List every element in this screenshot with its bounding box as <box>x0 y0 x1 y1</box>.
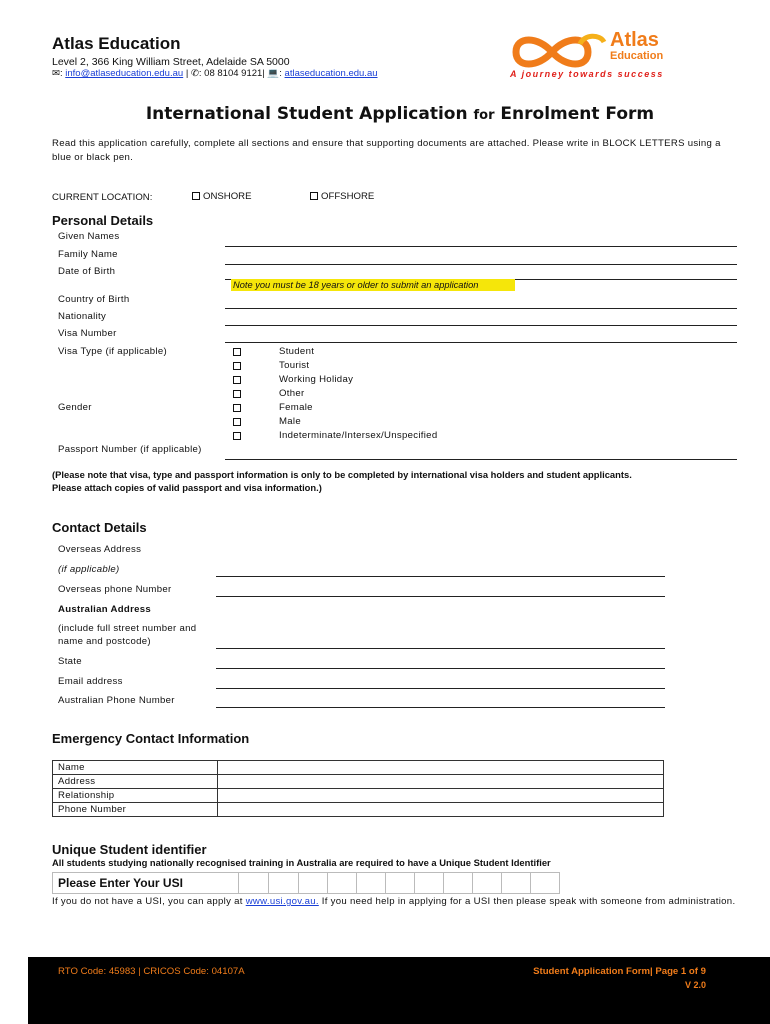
email-label: Email address <box>58 676 123 687</box>
computer-icon: 💻 <box>267 68 280 79</box>
nationality-field[interactable] <box>225 325 737 326</box>
visa-option-tourist: Tourist <box>279 360 310 371</box>
usi-help-part1: If you do not have a USI, you can apply at <box>52 896 246 907</box>
overseas-address-field[interactable] <box>216 576 665 577</box>
visa-number-field[interactable] <box>225 342 737 343</box>
usi-char-cell[interactable] <box>327 872 357 894</box>
state-label: State <box>58 656 82 667</box>
family-name-label: Family Name <box>58 249 118 260</box>
aus-address-label: Australian Address <box>58 604 152 615</box>
visa-other-checkbox[interactable] <box>233 390 241 398</box>
visa-info-note-line1: (Please note that visa, type and passport information is only to be completed by international visa holders and student applicants. <box>52 469 632 480</box>
form-title-part1: International Student Application <box>145 104 474 124</box>
given-names-field[interactable] <box>225 246 737 247</box>
emergency-phone-label: Phone Number <box>53 803 218 817</box>
usi-help-part2: If you need help in applying for a USI then please speak with someone from administration. <box>318 896 736 907</box>
country-birth-field[interactable] <box>225 308 737 309</box>
onshore-label: ONSHORE <box>203 191 252 202</box>
visa-tourist-checkbox[interactable] <box>233 362 241 370</box>
dob-label: Date of Birth <box>58 266 116 277</box>
footer-version: V 2.0 <box>684 980 706 990</box>
visa-info-note <box>52 468 742 494</box>
usi-char-cell[interactable] <box>385 872 415 894</box>
aus-phone-field[interactable] <box>216 707 665 708</box>
usi-char-cell[interactable] <box>356 872 386 894</box>
form-title-for: for <box>473 108 495 123</box>
aus-address-hint-2: name and postcode) <box>58 636 151 647</box>
logo-title: Atlas <box>610 29 659 51</box>
visa-option-student: Student <box>279 346 315 357</box>
aus-address-field[interactable] <box>216 648 665 649</box>
gender-male-checkbox[interactable] <box>233 418 241 426</box>
usi-box-label: Please Enter Your USI <box>58 876 183 890</box>
form-intro: Read this application carefully, complete all sections and ensure that supporting documents are attached. Please write in BLOCK LETTERS using a blue or black pen. <box>52 138 721 163</box>
emergency-name-field[interactable] <box>218 761 664 775</box>
form-title-part2: Enrolment Form <box>494 104 655 124</box>
usi-gov-link[interactable]: www.usi.gov.au. <box>245 896 319 907</box>
phone-icon: ✆ <box>190 68 199 79</box>
country-birth-label: Country of Birth <box>58 294 130 305</box>
personal-details-heading: Personal Details <box>52 213 154 228</box>
table-row <box>53 789 664 803</box>
org-contact-line: ✉: info@atlaseducation.edu.au | ✆: 08 8104 9121| 💻: atlaseducation.edu.au <box>52 68 378 79</box>
phone-number: : 08 8104 9121| <box>198 68 265 79</box>
visa-number-label: Visa Number <box>58 328 117 339</box>
aus-phone-label: Australian Phone Number <box>58 695 175 706</box>
emergency-phone-field[interactable] <box>218 803 664 817</box>
table-row <box>53 761 664 775</box>
usi-char-cell[interactable] <box>268 872 298 894</box>
gender-option-male: Male <box>279 416 301 427</box>
form-title <box>0 104 770 124</box>
overseas-phone-label: Overseas phone Number <box>58 584 172 595</box>
emergency-relationship-label: Relationship <box>53 789 218 803</box>
offshore-label: OFFSHORE <box>321 191 375 202</box>
usi-char-cell[interactable] <box>501 872 531 894</box>
gender-indeterminate-checkbox[interactable] <box>233 432 241 440</box>
usi-char-cell[interactable] <box>472 872 502 894</box>
phone-separator: | <box>185 68 189 79</box>
offshore-option[interactable] <box>310 191 374 202</box>
overseas-phone-field[interactable] <box>216 596 665 597</box>
overseas-address-hint: (if applicable) <box>58 564 120 575</box>
location-label: CURRENT LOCATION: <box>52 192 153 203</box>
emergency-heading: Emergency Contact Information <box>52 731 250 746</box>
passport-field[interactable] <box>225 459 737 460</box>
aus-address-hint-1: (include full street number and <box>58 623 197 634</box>
gender-option-indeterminate: Indeterminate/Intersex/Unspecified <box>279 430 438 441</box>
family-name-field[interactable] <box>225 264 737 265</box>
onshore-checkbox[interactable] <box>192 192 200 200</box>
usi-char-cell[interactable] <box>298 872 328 894</box>
given-names-label: Given Names <box>58 231 120 242</box>
age-note: Note you must be 18 years or older to submit an application <box>231 279 515 291</box>
emergency-relationship-field[interactable] <box>218 789 664 803</box>
usi-char-cell[interactable] <box>414 872 444 894</box>
visa-type-label: Visa Type (if applicable) <box>58 346 168 357</box>
overseas-address-label: Overseas Address <box>58 544 142 555</box>
visa-info-note-line2: Please attach copies of valid passport and visa information.) <box>52 482 322 493</box>
offshore-checkbox[interactable] <box>310 192 318 200</box>
usi-char-cell[interactable] <box>238 872 268 894</box>
emergency-contact-table <box>52 760 664 817</box>
footer-page-info: Student Application Form| Page 1 of 9 <box>533 966 706 977</box>
gender-female-checkbox[interactable] <box>233 404 241 412</box>
table-row <box>53 775 664 789</box>
emergency-address-field[interactable] <box>218 775 664 789</box>
usi-char-cell[interactable] <box>443 872 473 894</box>
nationality-label: Nationality <box>58 311 107 322</box>
email-link[interactable]: info@atlaseducation.edu.au <box>65 68 184 79</box>
usi-help-text <box>52 895 742 909</box>
gender-label: Gender <box>58 402 92 413</box>
contact-details-heading: Contact Details <box>52 520 147 535</box>
visa-option-other: Other <box>279 388 305 399</box>
visa-working-holiday-checkbox[interactable] <box>233 376 241 384</box>
state-field[interactable] <box>216 668 665 669</box>
passport-label: Passport Number (if applicable) <box>58 444 202 455</box>
usi-subheading: All students studying nationally recognised training in Australia are required to have a Unique Student Identifier <box>52 857 551 868</box>
logo-subtitle: Education <box>610 50 664 62</box>
emergency-name-label: Name <box>53 761 218 775</box>
footer-codes: RTO Code: 45983 | CRICOS Code: 04107A <box>58 966 245 977</box>
org-name: Atlas Education <box>52 34 181 53</box>
visa-student-checkbox[interactable] <box>233 348 241 356</box>
logo-tagline: A journey towards success <box>510 69 664 79</box>
email-field[interactable] <box>216 688 665 689</box>
onshore-option[interactable] <box>192 191 252 202</box>
gender-option-female: Female <box>279 402 313 413</box>
emergency-address-label: Address <box>53 775 218 789</box>
visa-option-working-holiday: Working Holiday <box>279 374 354 385</box>
mail-icon: ✉ <box>52 68 60 79</box>
usi-heading: Unique Student identifier <box>52 842 207 857</box>
table-row <box>53 803 664 817</box>
usi-char-cell[interactable] <box>530 872 560 894</box>
website-link[interactable]: atlaseducation.edu.au <box>284 68 378 79</box>
org-address: Level 2, 366 King William Street, Adelaide SA 5000 <box>52 56 290 68</box>
